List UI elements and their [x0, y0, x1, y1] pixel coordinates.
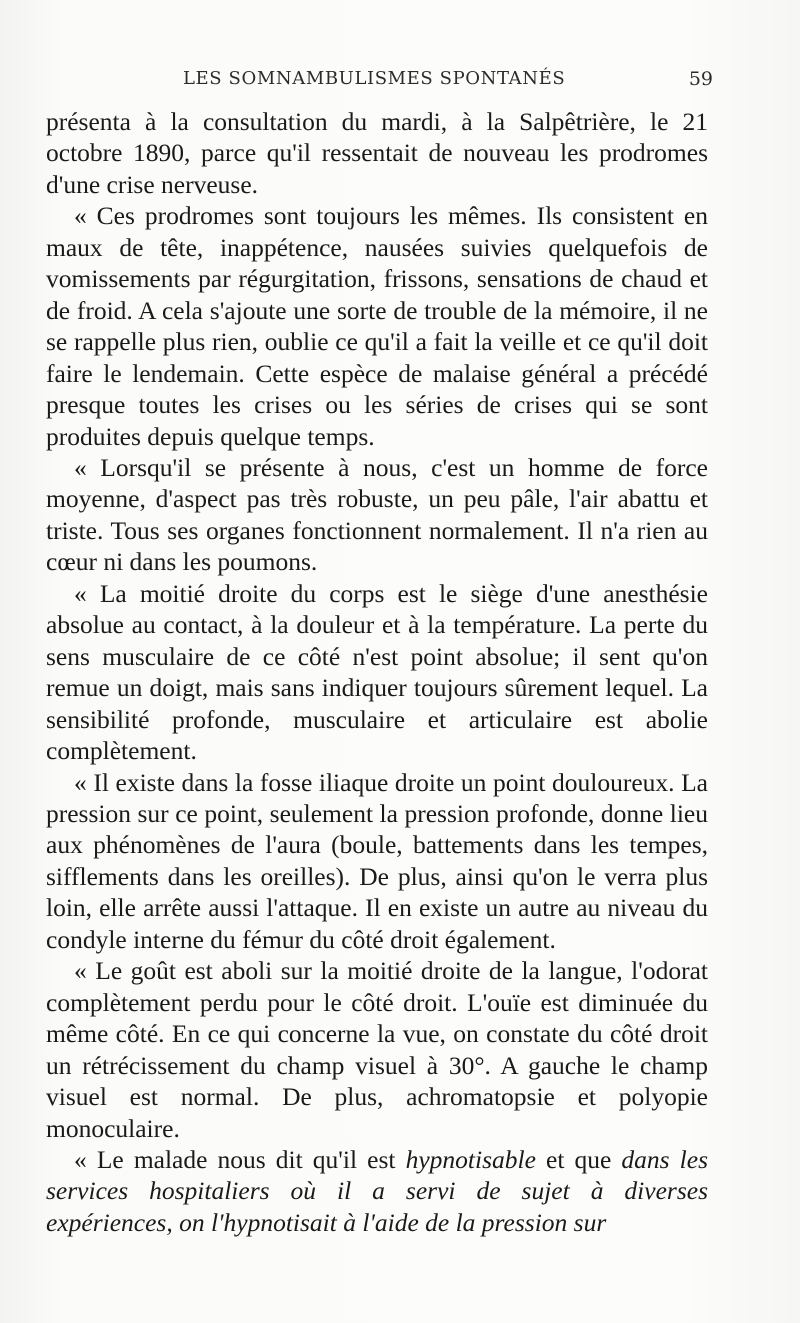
paragraph: présenta à la consultation du mardi, à la Salpêtrière, le 21 octobre 1890, parce qu'il ressentait de nouveau les prodromes d'une crise nerveuse. [46, 107, 708, 199]
paragraph: « Lorsqu'il se présente à nous, c'est un homme de force moyenne, d'aspect pas très robuste, un peu pâle, l'air abattu et triste. Tous ses organes fonctionnent normalement. Il n'a rien au cœur ni dans les poumons. [46, 452, 708, 577]
paragraph: « La moitié droite du corps est le siège d'une anesthésie absolue au contact, à la douleur et à la température. La perte du sens musculaire de ce côté n'est point absolue; il sent qu'on remue un doigt, mais sans indiquer toujours sûrement lequel. La sensibilité profonde, musculaire et articulaire est abolie complètement. [46, 578, 708, 766]
body-text [46, 106, 708, 1238]
paragraph-text: et que [535, 1144, 622, 1174]
paragraph: « Le goût est aboli sur la moitié droite de la langue, l'odorat complètement perdu pour le côté droit. L'ouïe est diminuée du même côté. En ce qui concerne la vue, on constate du côté droit un rétrécissement du champ visuel à 30°. A gauche le champ visuel est normal. De plus, achromatopsie et polyopie monoculaire. [46, 956, 708, 1143]
page-header [183, 68, 713, 98]
paragraph-text: « Le malade nous dit qu'il est [74, 1144, 406, 1174]
page-number: 59 [688, 68, 713, 90]
paragraph: « Ces prodromes sont toujours les mêmes. Ils consistent en maux de tête, inappétence, nausées suivies quelquefois de vomissements par régurgitation, frissons, sensations de chaud et de froid. A cela s'ajoute une sorte de trouble de la mémoire, il ne se rappelle plus rien, oublie ce qu'il a fait la veille et ce qu'il doit faire le lendemain. Cette espèce de malaise général a précédé presque toutes les crises ou les séries de crises qui se sont produites depuis quelque temps. [46, 201, 708, 451]
italic-text: hypnotisable [405, 1144, 536, 1174]
italic-text: dans les services hospitaliers où il a servi de sujet à diverses expériences, on l'hypnotisait à l'aide de la pression sur [46, 1144, 708, 1237]
running-head: LES SOMNAMBULISMES SPONTANÉS [183, 68, 566, 89]
paragraph-last [46, 1144, 708, 1238]
paragraph: « Il existe dans la fosse iliaque droite un point douloureux. La pression sur ce point, seulement la pression profonde, donne lieu aux phénomènes de l'aura (boule, battements dans les tempes, sifflements dans les oreilles). De plus, ainsi qu'on le verra plus loin, elle arrête aussi l'attaque. Il en existe un autre au niveau du condyle interne du fémur du côté droit également. [46, 767, 708, 954]
